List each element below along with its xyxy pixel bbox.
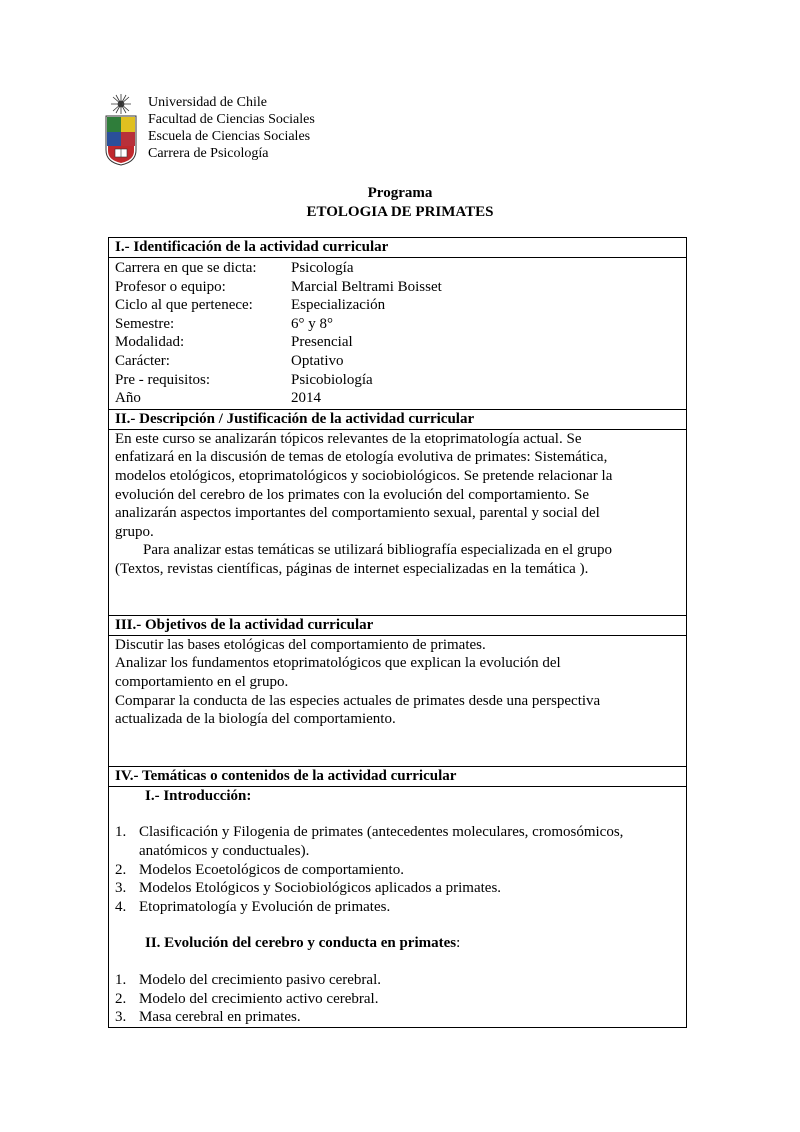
objectives-body xyxy=(109,636,686,766)
description-line: (Textos, revistas científicas, páginas de internet especializadas en la temática ). xyxy=(115,560,589,577)
info-label: Carácter: xyxy=(115,352,170,369)
info-row xyxy=(109,371,686,390)
objective-line: comportamiento en el grupo. xyxy=(115,673,289,690)
info-value: Especialización xyxy=(291,297,386,314)
section-4-heading: IV.- Temáticas o contenidos de la actividad curricular xyxy=(109,766,686,787)
info-label: Carrera en que se dicta: xyxy=(115,260,257,276)
info-value: Presencial xyxy=(291,334,353,351)
description-line: grupo. xyxy=(115,523,154,540)
title-line-2: ETOLOGIA DE PRIMATES xyxy=(306,204,494,220)
description-line: enfatizará en la discusión de temas de etología evolutiva de primates: Sistemática, xyxy=(115,449,608,466)
info-row xyxy=(109,315,686,334)
info-row xyxy=(109,352,686,371)
university-name: Universidad de Chile xyxy=(148,95,267,110)
list-item: 1. Clasificación y Filogenia de primates (antecedentes moleculares, cromosómicos, anatómicos y conductuales). xyxy=(115,824,624,859)
description-line: Para analizar estas temáticas se utilizará bibliografía especializada en el grupo xyxy=(143,542,612,559)
info-label: Ciclo al que pertenece: xyxy=(115,297,253,314)
info-label: Semestre: xyxy=(115,315,175,332)
description-line: modelos etológicos, etoprimatológicos y sociobiológicos. Se pretende relacionar la xyxy=(115,467,613,484)
unit-1-title: I.- Introducción: xyxy=(145,787,252,804)
faculty-name: Facultad de Ciencias Sociales xyxy=(148,112,315,127)
description-line: evolución del cerebro de los primates con la evolución del comportamiento. Se xyxy=(115,486,590,503)
unit-2-list xyxy=(115,971,680,1027)
institution-header xyxy=(102,94,315,166)
info-label: Modalidad: xyxy=(115,334,185,351)
list-item: 3. Modelos Etológicos y Sociobiológicos aplicados a primates. xyxy=(115,880,502,897)
info-value: Optativo xyxy=(291,352,344,369)
title-line-1: Programa xyxy=(367,185,433,201)
info-value: Psicobiología xyxy=(291,371,373,388)
unit-1-list xyxy=(115,823,680,916)
objective-line: Analizar los fundamentos etoprimatológicos que explican la evolución del xyxy=(115,655,561,672)
program-name: Carrera de Psicología xyxy=(148,146,269,161)
info-value: 2014 xyxy=(291,390,321,407)
list-item: 1. Modelo del crecimiento pasivo cerebral. xyxy=(115,971,381,988)
objective-line: Discutir las bases etológicas del comportamiento de primates. xyxy=(115,636,486,653)
program-table xyxy=(108,237,687,1028)
section-2-heading: II.- Descripción / Justificación de la actividad curricular xyxy=(109,409,686,430)
document-title xyxy=(0,184,800,222)
list-item: 2. Modelo del crecimiento activo cerebral. xyxy=(115,990,379,1007)
list-item: 3. Masa cerebral en primates. xyxy=(115,1009,301,1026)
info-row xyxy=(109,296,686,315)
university-seal-icon xyxy=(102,94,140,166)
info-row xyxy=(109,278,686,297)
section-3-heading: III.- Objetivos de la actividad curricular xyxy=(109,615,686,636)
info-value: Marcial Beltrami Boisset xyxy=(291,278,442,295)
objective-line: actualizada de la biología del comportamiento. xyxy=(115,711,396,728)
info-row xyxy=(109,333,686,352)
objective-line: Comparar la conducta de las especies actuales de primates desde una perspectiva xyxy=(115,692,601,709)
info-label: Año xyxy=(115,390,141,407)
description-body xyxy=(109,430,686,615)
info-label: Pre - requisitos: xyxy=(115,371,210,388)
unit-2-title: II. Evolución del cerebro y conducta en primates: xyxy=(145,935,461,952)
description-line: analizarán aspectos importantes del comportamiento sexual, parental y social del xyxy=(115,505,600,522)
list-item: 4. Etoprimatología y Evolución de primates. xyxy=(115,898,391,915)
section-1-heading: I.- Identificación de la actividad curricular xyxy=(109,238,686,258)
info-label: Profesor o equipo: xyxy=(115,278,226,295)
info-value: 6° y 8° xyxy=(291,315,333,332)
info-value: Psicología xyxy=(291,260,354,276)
list-item: 2. Modelos Ecoetológicos de comportamiento. xyxy=(115,861,404,878)
info-row xyxy=(109,259,686,278)
description-line: En este curso se analizarán tópicos relevantes de la etoprimatología actual. Se xyxy=(115,430,582,447)
contents-body xyxy=(109,787,686,1027)
school-name: Escuela de Ciencias Sociales xyxy=(148,129,311,144)
info-row xyxy=(109,389,686,408)
